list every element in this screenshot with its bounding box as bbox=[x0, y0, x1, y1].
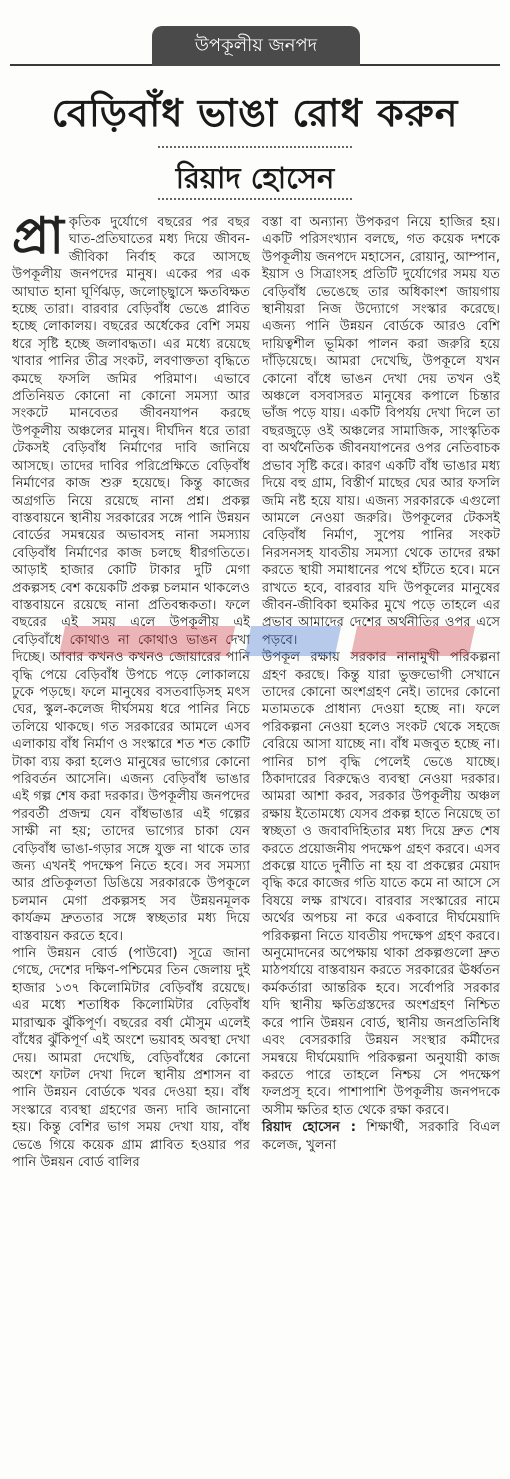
section-label: উপকূলীয় জনপদ bbox=[152, 26, 360, 66]
byline: রিয়াদ হোসেন bbox=[175, 161, 335, 195]
author-note bbox=[262, 1119, 500, 1154]
paragraph bbox=[12, 207, 250, 945]
paragraph: পানি উন্নয়ন বোর্ড (পাউবো) সূত্রে জানা গেছে, দেশের দক্ষিণ-পশ্চিমের তিন জেলায় দুই হাজার ১৩৭ কিলোমিটার বেড়িবাঁধ রয়েছে। এর মধ্যে শতাধিক কিলোমিটার বেড়িবাঁধ মারাত্মক ঝুঁকিপূর্ণ। বছরের বর্ষা মৌসুম এলেই বাঁধের ঝুঁকিপূর্ণ এই অংশে ভয়াবহ অবস্থা দেখা দেয়। আমরা দেখেছি, বেড়িবাঁধের কোনো অংশে ফাটল দেখা দিলে স্থানীয় প্রশাসন বা পানি উন্নয়ন বোর্ডকে খবর দেওয়া হয়। বাঁধ সংস্কারে ব্যবস্থা গ্রহণের জন্য দাবি জানানো হয়। কিন্তু বেশির ভাগ সময় দেখা যায়, বাঁধ ভেঙে গিয়ে কয়েক গ্রাম প্লাবিত হওয়ার পর পানি উন্নয়ন বোর্ড বালির bbox=[12, 946, 250, 1170]
dotted-divider-top bbox=[158, 146, 352, 148]
author-name: রিয়াদ হোসেন : bbox=[262, 1120, 356, 1136]
article-column-right bbox=[262, 214, 500, 1154]
drop-cap: প্রা bbox=[12, 207, 64, 265]
paragraph-text: কৃতিক দুর্যোগে বছরের পর বছর ঘাত-প্রতিঘাতের মধ্য দিয়ে জীবন-জীবিকা নির্বাহ করে আসছে উপকূলীয় জনপদের মানুষ। একের পর এক আঘাত হানা ঘূর্ণিঝড়, জলোচ্ছ্বাসে ক্ষতবিক্ষত হচ্ছে তারা। বারবার বেড়িবাঁধ ভেঙে প্লাবিত হচ্ছে লোকালয়। বছরের অর্ধেকের বেশি সময় ধরে সৃষ্টি হচ্ছে জলাবদ্ধতা। এর মধ্যে রয়েছে খাবার পানির তীব্র সংকট, লবণাক্ততা বৃদ্ধিতে কমছে ফসলি জমির পরিমাণ। এভাবে প্রতিনিয়ত কোনো না কোনো সমস্যা আর সংকটে মানবেতর জীবনযাপন করছে উপকূলীয় অঞ্চলের মানুষ। দীর্ঘদিন ধরে তারা টেকসই বেড়িবাঁধ নির্মাণের দাবি জানিয়ে আসছে। তাদের দাবির পরিপ্রেক্ষিতে বেড়িবাঁধ নির্মাণের কাজ শুরু হয়েছে। কিন্তু কাজের অগ্রগতি নিয়ে রয়েছে নানা প্রশ্ন। প্রকল্প বাস্তবায়নে স্থানীয় সরকারের সঙ্গে পানি উন্নয়ন বোর্ডের সমন্বয়ের অভাবসহ নানা সমস্যায় বেড়িবাঁধ নির্মাণের কাজ চলছে ধীরগতিতে। আড়াই হাজার কোটি টাকার দুটি মেগা প্রকল্পসহ বেশ কয়েকটি প্রকল্প চলমান থাকলেও বাস্তবায়নে রয়েছে নানা প্রতিবন্ধকতা। ফলে বছরের এই সময় এলে উপকূলীয় এই বেড়িবাঁধে কোথাও না কোথাও ভাঙন দেখা দিচ্ছে। আবার কখনও কখনও জোয়ারের পানি বৃদ্ধি পেয়ে বেড়িবাঁধ উপচে পড়ে লোকালয়ে ঢুকে পড়ছে। ফলে মানুষের বসতবাড়িসহ মৎস ঘের, স্কুল-কলেজ দীর্ঘসময় ধরে পানির নিচে তলিয়ে থাকছে। গত সরকারের আমলে এসব এলাকায় বাঁধ নির্মাণ ও সংস্কারে শত শত কোটি টাকা ব্যয় করা হলেও মানুষের ভাগ্যের কোনো পরিবর্তন আসেনি। এজন্য বেড়িবাঁধ ভাঙার এই গল্প শেষ করা দরকার। উপকূলীয় জনপদের পরবর্তী প্রজন্ম যেন বাঁধভাঙার এই গল্পের সাক্ষী না হয়; তাদের ভাগ্যের চাকা যেন বেড়িবাঁধ ভাঙা-গড়ার সঙ্গে যুক্ত না থাকে তার জন্য এখনই পদক্ষেপ নিতে হবে। সব সমস্যা আর প্রতিকূলতা ডিঙিয়ে সরকারকে উপকূলে চলমান মেগা প্রকল্পসহ সব উন্নয়নমূলক কার্যক্রম দ্রুততার সঙ্গে স্বচ্ছতার মধ্য দিয়ে বাস্তবায়ন করতে হবে। bbox=[12, 215, 250, 944]
paragraph: বস্তা বা অন্যান্য উপকরণ নিয়ে হাজির হয়। একটি পরিসংখ্যান বলছে, গত কয়েক দশকে উপকূলীয় জনপদে মহাসেন, রোয়ানু, আম্পান, ইয়াস ও সিত্রাংসহ প্রতিটি দুর্যোগের সময় যত বেড়িবাঁধ ভেঙেছে তার অধিকাংশ জায়গায় স্থানীয়রা নিজ উদ্যোগে সংস্কার করেছে। এজন্য পানি উন্নয়ন বোর্ডকে আরও বেশি দায়িত্বশীল ভূমিকা পালন করা জরুরি হয়ে দাঁড়িয়েছে। আমরা দেখেছি, উপকূলে যখন কোনো বাঁধে ভাঙন দেখা দেয় তখন ওই অঞ্চলে বসবাসরত মানুষের কপালে চিন্তার ভাঁজ পড়ে যায়। একটি বিপর্যয় দেখা দিলে তা বছরজুড়ে ওই অঞ্চলের সামাজিক, সাংস্কৃতিক বা অর্থনৈতিক জীবনযাপনের ওপর নেতিবাচক প্রভাব সৃষ্টি করে। কারণ একটি বাঁধ ভাঙার মধ্য দিয়ে বহু গ্রাম, বিস্তীর্ণ মাছের ঘের আর ফসলি জমি নষ্ট হয়ে যায়। এজন্য সরকারকে এগুলো আমলে নেওয়া জরুরি। উপকূলের টেকসই বেড়িবাঁধ নির্মাণ, সুপেয় পানির সংকট নিরসনসহ যাবতীয় সমস্যা থেকে তাদের রক্ষা করতে স্থায়ী সমাধানের পথে হাঁটতে হবে। মনে রাখতে হবে, বারবার যদি উপকূলের মানুষের জীবন-জীবিকা হুমকির মুখে পড়ে তাহলে এর প্রভাব আমাদের দেশের অর্থনীতির ওপর এসে পড়বে। bbox=[262, 215, 500, 648]
headline: বেড়িবাঁধ ভাঙা রোধ করুন bbox=[51, 91, 459, 135]
article-column-left bbox=[12, 207, 250, 1171]
author-description: শিক্ষার্থী, সরকারি বিএল কলেজ, খুলনা bbox=[262, 1120, 501, 1153]
dotted-divider-bottom bbox=[158, 198, 352, 200]
paragraph: উপকূল রক্ষায় সরকার নানামুখী পরিকল্পনা গ্রহণ করছে। কিন্তু যারা ভুক্তভোগী সেখানে তাদের কোনো অংশগ্রহণ নেই। তাদের কোনো মতামতকে প্রাধান্য দেওয়া হচ্ছে না। ফলে পরিকল্পনা নেওয়া হলেও সংকট থেকে সহজে বেরিয়ে আসা যাচ্ছে না। বাঁধ মজবুত হচ্ছে না। পানির চাপ বৃদ্ধি পেলেই ভেঙে যাচ্ছে। ঠিকাদারের বিরুদ্ধেও ব্যবস্থা নেওয়া দরকার। আমরা আশা করব, সরকার উপকূলীয় অঞ্চল রক্ষায় ইতোমধ্যে যেসব প্রকল্প হাতে নিয়েছে তা স্বচ্ছতা ও জবাবদিহিতার মধ্য দিয়ে দ্রুত শেষ করতে প্রয়োজনীয় পদক্ষেপ গ্রহণ করবে। এসব প্রকল্পে যাতে দুর্নীতি না হয় বা প্রকল্পের মেয়াদ বৃদ্ধি করে কাজের গতি যাতে কমে না আসে সে বিষয়ে লক্ষ রাখবে। বারবার সংস্কারের নামে অর্থের অপচয় না করে একবারে দীর্ঘমেয়াদি পরিকল্পনা নিতে যাবতীয় পদক্ষেপ গ্রহণ করবে। অনুমোদনের অপেক্ষায় থাকা প্রকল্পগুলো দ্রুত মাঠপর্যায়ে বাস্তবায়ন করতে সরকারের ঊর্ধ্বতন কর্মকর্তারা আন্তরিক হবে। সর্বোপরি সরকার যদি স্থানীয় ক্ষতিগ্রস্তদের অংশগ্রহণ নিশ্চিত করে পানি উন্নয়ন বোর্ড, স্থানীয় জনপ্রতিনিধি এবং বেসরকারি উন্নয়ন সংস্থার কর্মীদের সমন্বয়ে দীর্ঘমেয়াদি পরিকল্পনা অনুযায়ী কাজ করতে পারে তাহলে নিশ্চয় সে পদক্ষেপ ফলপ্রসূ হবে। পাশাপাশি উপকূলীয় জনপদকে অসীম ক্ষতির হাত থেকে রক্ষা করবে। bbox=[262, 650, 500, 1118]
